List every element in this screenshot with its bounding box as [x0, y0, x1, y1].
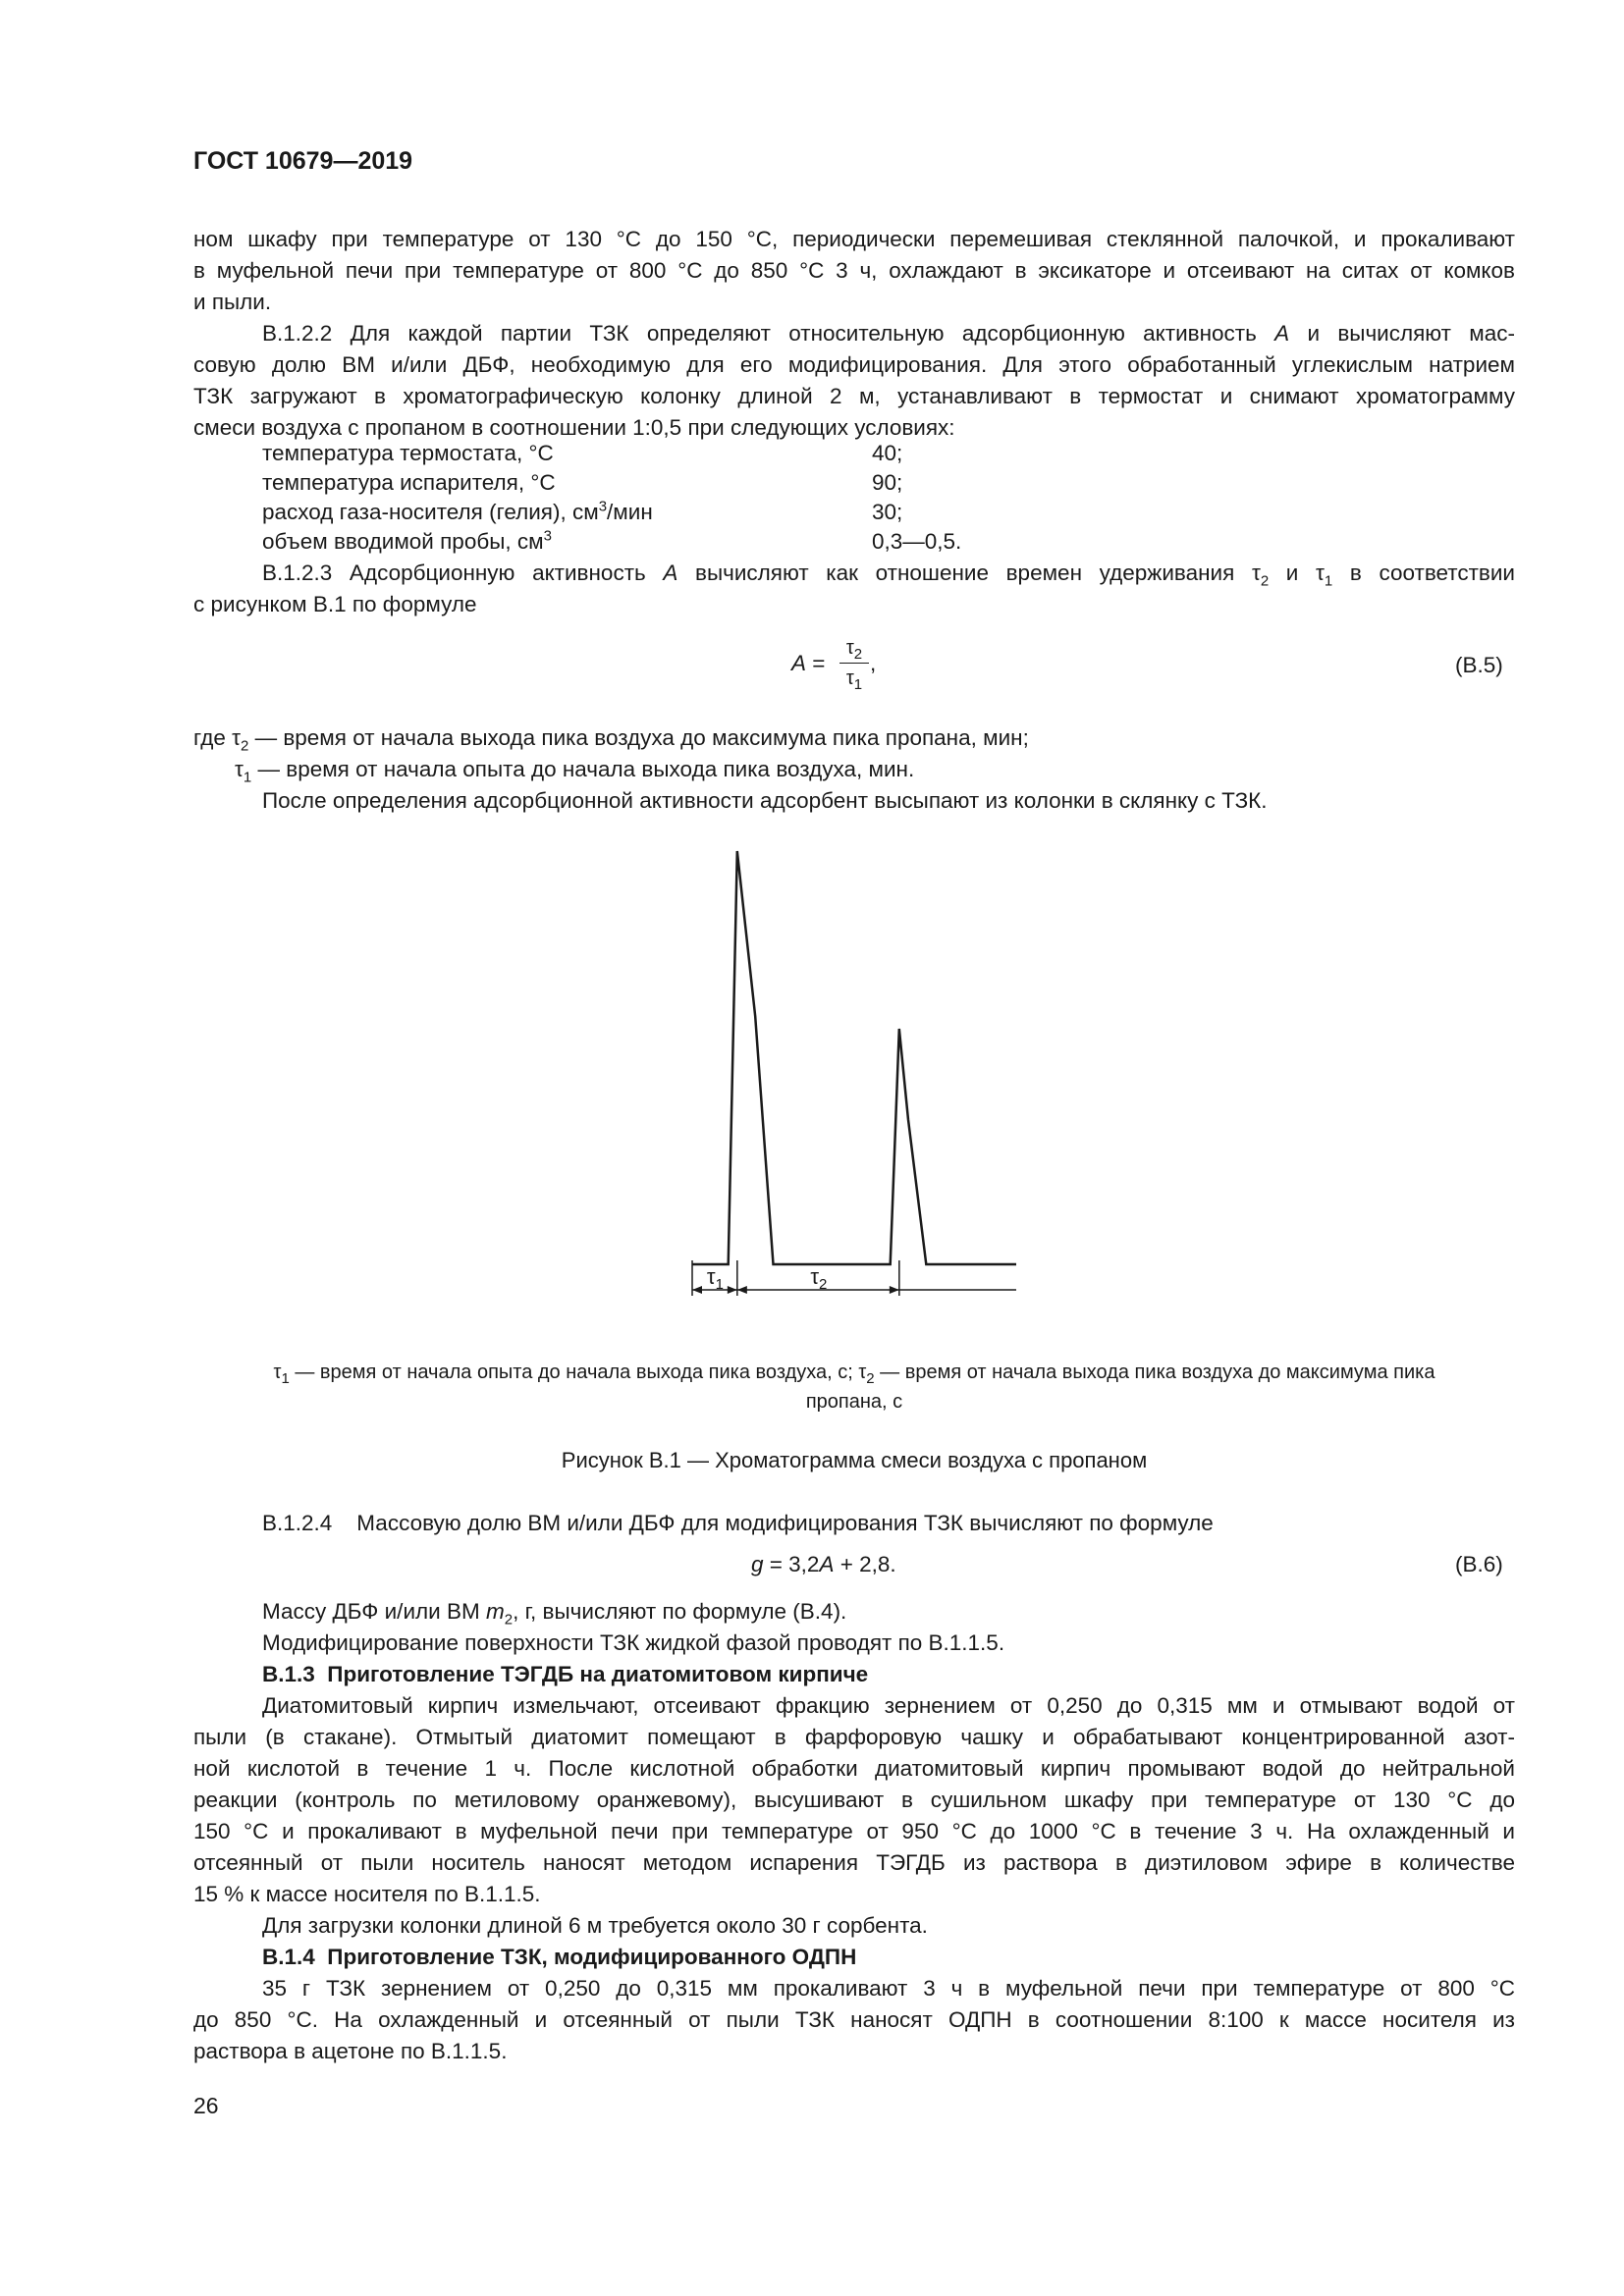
where-line: где $\tau_2$ — время от начала выхода пика воздуха до максимума пика пропана, мин; — [193, 725, 1029, 755]
condition-label: расход газа-носителя (гелия), $см^3$/мин — [262, 498, 653, 524]
document-header: ГОСТ 10679—2019 — [193, 147, 413, 175]
paragraph-line: до 850 °С. На охлажденный и отсеянный от пыли ТЗК наносят ОДПН в соотношении 8:100 к массе носителя из — [193, 2007, 1515, 2032]
paragraph-line: Для загрузки колонки длиной 6 м требуется около 30 г сорбента. — [262, 1913, 928, 1938]
paragraph-line: ном шкафу при температуре от 130 °С до 150 °С, периодически перемешивая стеклянной палочкой, и прокаливают — [193, 227, 1515, 251]
paragraph-line: пыли (в стакане). Отмытый диатомит помещают в фарфоровую чашку и обрабатывают концентрированной азот- — [193, 1725, 1515, 1749]
paragraph-line: ной кислотой в течение 1 ч. После кислотной обработки диатомитовый кирпич промывают водой до нейтральной — [193, 1756, 1515, 1781]
dimension-arrow-right — [890, 1286, 899, 1294]
paragraph-line: Массу ДБФ и/или ВМ $m_2$, г, вычисляют по формуле (В.4). — [262, 1599, 847, 1629]
condition-label: температура испарителя, °С — [262, 470, 556, 495]
dimension-arrow-left — [737, 1286, 747, 1294]
paragraph-line: После определения адсорбционной активности адсорбент высыпают из колонки в склянку с ТЗК. — [262, 788, 1268, 813]
formula-b5-fraction-bar — [839, 663, 869, 664]
formula-b5-comma: , — [870, 651, 877, 675]
paragraph-line: смеси воздуха с пропаном в соотношении 1:0,5 при следующих условиях: — [193, 415, 955, 440]
clause-b124-line: В.1.2.4 Массовую долю ВМ и/или ДБФ для модифицирования ТЗК вычисляют по формуле — [262, 1511, 1214, 1535]
paragraph-line: реакции (контроль по метиловому оранжевому), высушивают в сушильном шкафу при температуре от 130 °С до — [193, 1788, 1515, 1812]
paragraph-line: совую долю ВМ и/или ДБФ, необходимую для его модифицирования. Для этого обработанный углекислым натрием — [193, 352, 1515, 377]
paragraph-line: с рисунком В.1 по формуле — [193, 592, 477, 616]
dimension-arrow-right — [728, 1286, 737, 1294]
figure-title: Рисунок В.1 — Хроматограмма смеси воздуха с пропаном — [561, 1448, 1148, 1472]
formula-b6-number: (В.6) — [1455, 1552, 1503, 1576]
paragraph-line: 15 % к массе носителя по В.1.1.5. — [193, 1882, 541, 1906]
dimension-arrow-left — [692, 1286, 702, 1294]
condition-value: 30; — [872, 500, 903, 524]
dimension-label-tau1: $\tau_1$ — [706, 1264, 724, 1293]
paragraph-line: 150 °С и прокаливают в муфельной печи при температуре от 950 °С до 1000 °С в течение 3 ч. На охлажденный и — [193, 1819, 1515, 1843]
formula-b5-numerator: $\tau_2$ — [845, 637, 863, 663]
clause-b122-line: В.1.2.2 Для каждой партии ТЗК определяют относительную адсорбционную активность A и вычисляют мас- — [262, 321, 1516, 346]
paragraph-line: раствора в ацетоне по В.1.1.5. — [193, 2039, 508, 2063]
chromatogram-series-line — [692, 851, 1016, 1264]
formula-b6: g = 3,2A + 2,8. — [751, 1552, 896, 1576]
condition-label: объем вводимой пробы, $см^3$ — [262, 527, 552, 554]
condition-value: 40; — [872, 441, 903, 465]
formula-b5-denominator: $\tau_1$ — [845, 667, 863, 693]
paragraph-line: 35 г ТЗК зернением от 0,250 до 0,315 мм прокаливают 3 ч в муфельной печи при температуре от 800 °С — [262, 1976, 1515, 2001]
condition-label: температура термостата, °С — [262, 441, 554, 465]
condition-value: 90; — [872, 470, 903, 495]
clause-b123-line: В.1.2.3 Адсорбционную активность A вычисляют как отношение времен удерживания $\tau_2$ и $\tau_1$ в соответствии — [262, 561, 1515, 590]
section-heading-b13: В.1.3 Приготовление ТЭГДБ на диатомитовом кирпиче — [262, 1662, 869, 1686]
formula-b5-lhs: A = — [791, 651, 826, 675]
dimension-label-tau2: $\tau_2$ — [810, 1264, 828, 1293]
chromatogram-chart — [677, 839, 1031, 1330]
paragraph-line: отсеянный от пыли носитель наносят методом испарения ТЭГДБ из раствора в диэтиловом эфире в количестве — [193, 1850, 1515, 1875]
figure-legend-line: пропана, с — [805, 1391, 903, 1413]
paragraph-line: в муфельной печи при температуре от 800 °С до 850 °С 3 ч, охлаждают в эксикаторе и отсеивают на ситах от комков — [193, 258, 1515, 283]
figure-legend: $\tau_1$ — время от начала опыта до начала выхода пика воздуха, с; $\tau_2$ — время от начала выхода пика воздуха до максимума пика — [273, 1362, 1435, 1387]
page-number: 26 — [193, 2093, 219, 2118]
paragraph-line: ТЗК загружают в хроматографическую колонку длиной 2 м, устанавливают в термостат и снимают хроматограмму — [193, 384, 1515, 408]
paragraph-line: и пыли. — [193, 290, 272, 314]
section-heading-b14: В.1.4 Приготовление ТЗК, модифицированного ОДПН — [262, 1945, 857, 1969]
condition-value: 0,3—0,5. — [872, 529, 962, 554]
where-line: $\tau_1$ — время от начала опыта до начала выхода пика воздуха, мин. — [235, 757, 915, 786]
formula-b5-number: (В.5) — [1455, 653, 1503, 677]
paragraph-line: Модифицирование поверхности ТЗК жидкой фазой проводят по В.1.1.5. — [262, 1630, 1005, 1655]
paragraph-line: Диатомитовый кирпич измельчают, отсеивают фракцию зернением от 0,250 до 0,315 мм и отмывают водой от — [262, 1693, 1515, 1718]
